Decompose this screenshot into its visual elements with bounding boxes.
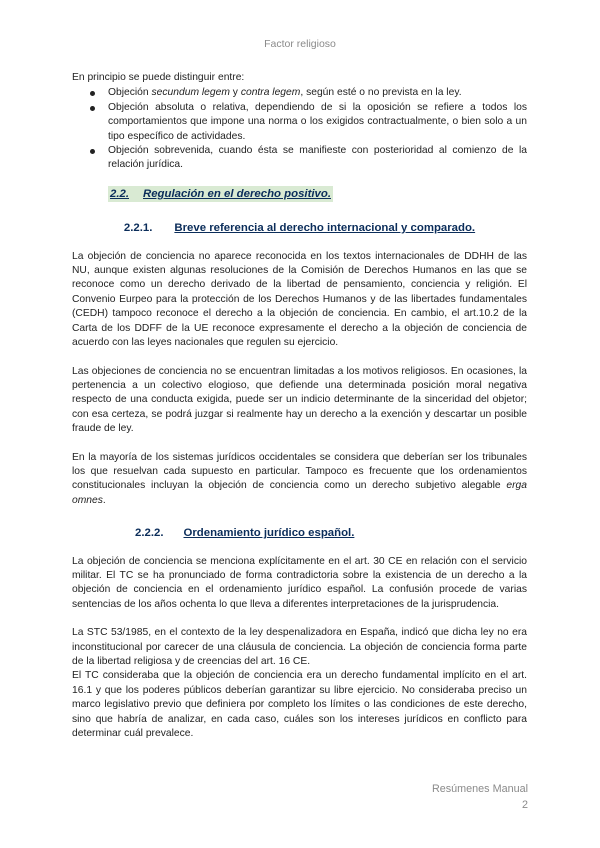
list-item: Objeción sobrevenida, cuando ésta se manifieste con posterioridad al comienzo de la relación jurídica. — [72, 144, 527, 173]
paragraph: La objeción de conciencia no aparece reconocida en los textos internacionales de DDHH de las NU, aunque existen algunas resoluciones de la Comisión de Derechos Humanos en las que se reconoce como un derecho derivado de la libertad de pensamiento, conciencia y religión. El Convenio Eurpeo para la protección de los Derechos Humanos y de las libertades fundamentales (CEDH) tampoco reconoce el derecho a la objeción de conciencia. En cambio, el art.10.2 de la Carta de los DDFF de la UE reconoce expresamente el derecho a la objeción de conciencia de acuerdo con las leyes nacionales que regulen su ejercicio. — [72, 250, 527, 349]
page-header: Factor religioso — [264, 38, 336, 50]
list-item: Objeción absoluta o relativa, dependiendo de si la oposición se refiere a todos los comportamientos que impone una norma o los exigidos contractualmente, o bien solo a un tipo específico de actividades. — [72, 101, 527, 144]
paragraph: En la mayoría de los sistemas jurídicos occidentales se considera que deberían ser los tribunales los que resuelvan cada supuesto en particular. Tampoco es frecuente que los ordenamientos constitucionales incluyan la objeción de conciencia como un derecho subjetivo alegable erga omnes. — [72, 451, 527, 506]
intro-text: En principio se puede distinguir entre: — [72, 72, 245, 83]
paragraph: La STC 53/1985, en el contexto de la ley despenalizadora en España, indicó que dicha ley no era inconstitucional por carecer de una cláusula de conciencia. La objeción de conciencia forma parte de la libertad religiosa y de creencias del art. 16 CE. — [72, 627, 527, 667]
page-number: 2 — [521, 799, 528, 811]
section-heading-2-2: 2.2. Regulación en el derecho positivo. — [108, 186, 333, 202]
paragraph: La objeción de conciencia se menciona explícitamente en el art. 30 CE en relación con el servicio militar. El TC se ha pronunciado de forma contradictoria sobre la existencia de un derecho a la objeción de conciencia en el ordenamiento jurídico español. La confusión procede de varias sentencias de los años ochenta lo que lleva a diferentes interpretaciones de la jurisprudencia. — [72, 555, 527, 610]
footer-title: Resúmenes Manual — [431, 783, 528, 795]
objection-types-list — [72, 86, 527, 172]
list-item: Objeción secundum legem y contra legem, según esté o no prevista en la ley. — [72, 86, 527, 100]
section-heading-2-2-1: 2.2.1. Breve referencia al derecho internacional y comparado. — [123, 222, 476, 235]
paragraph: El TC consideraba que la objeción de conciencia era un derecho fundamental implícito en el art. 16.1 y que los poderes públicos deberían garantizar su libre ejercicio. No consideraba preciso un marco legislativo previo que definiera por completo los límites o las condiciones de este derecho, sino que habría de analizar, en cada caso, cuáles son los intereses jurídicos en conflicto para determinar cuál prevalece. — [72, 670, 527, 740]
paragraph: Las objeciones de conciencia no se encuentran limitadas a los motivos religiosos. En ocasiones, la pertenencia a un colectivo elogioso, que defiende una determinada posición moral negativa respecto de una conducta exigida, puede ser un indicio determinante de la sinceridad del objetor; con esa certeza, se podrá juzgar si realmente hay un derecho a la exención y descartar un posible fraude de ley. — [72, 365, 527, 435]
document-body — [72, 71, 527, 741]
section-heading-2-2-2: 2.2.2. Ordenamiento jurídico español. — [135, 527, 355, 540]
